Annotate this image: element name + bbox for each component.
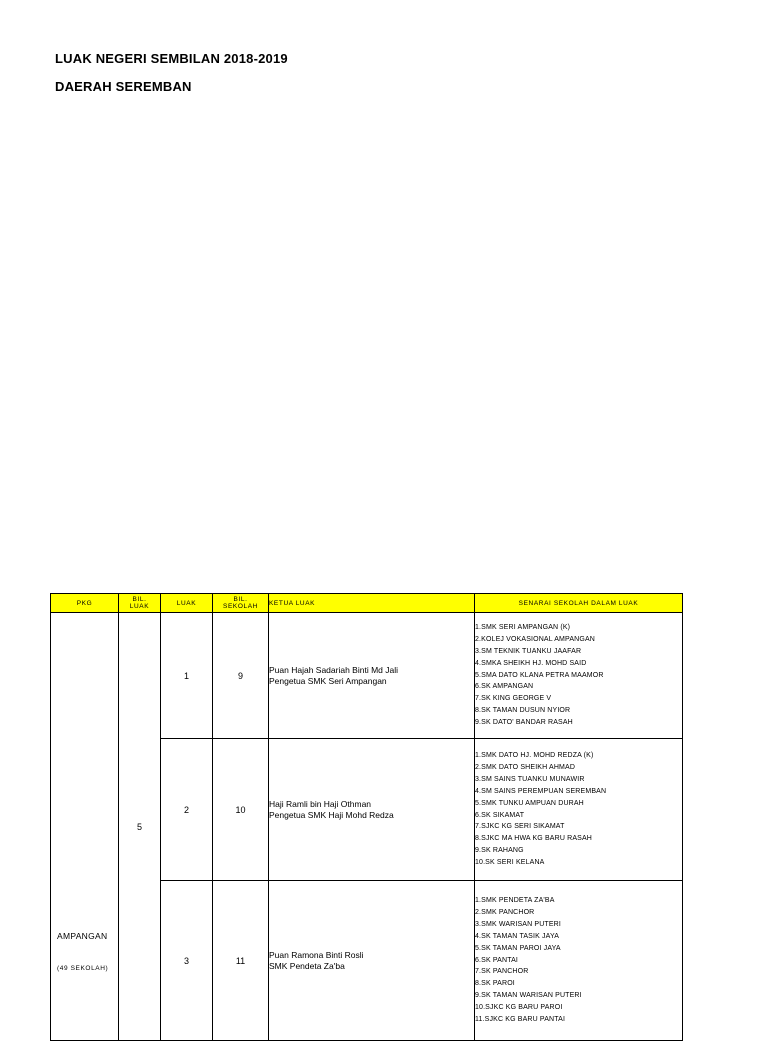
school-item: 10.SK SERI KELANA [475, 858, 545, 866]
school-item: 3.SM TEKNIK TUANKU JAAFAR [475, 647, 582, 655]
ketua-title: Pengetua SMK Seri Ampangan [269, 675, 387, 686]
school-list [475, 739, 683, 881]
school-item: 7.SK KING GEORGE V [475, 695, 552, 703]
school-item: 2.KOLEJ VOKASIONAL AMPANGAN [475, 636, 595, 644]
school-item: 11.SJKC KG BARU PANTAI [475, 1015, 566, 1023]
luak-number: 2 [161, 739, 213, 881]
bil-sekolah: 11 [213, 881, 269, 1041]
district-title: DAERAH SEREMBAN [55, 79, 192, 94]
pkg-cell [51, 613, 119, 1041]
school-item: 6.SK AMPANGAN [475, 683, 534, 691]
col-header-ketua-luak: KETUA LUAK [269, 594, 475, 613]
school-item: 1.SMK SERI AMPANGAN (K) [475, 624, 571, 632]
school-item: 6.SK SIKAMAT [475, 811, 525, 819]
pkg-name: AMPANGAN [57, 931, 108, 941]
table-header-row [51, 594, 683, 613]
school-item: 9.SK RAHANG [475, 847, 524, 855]
col-header-bil-sekolah: BIL. SEKOLAH [213, 594, 269, 613]
luak-number: 1 [161, 613, 213, 739]
pkg-school-count: (49 SEKOLAH) [57, 965, 109, 972]
ketua-name: Puan Hajah Sadariah Binti Md Jali [269, 664, 398, 675]
school-item: 8.SJKC MA HWA KG BARU RASAH [475, 835, 592, 843]
col-header-senarai-sekolah: SENARAI SEKOLAH DALAM LUAK [475, 594, 683, 613]
school-item: 1.SMK DATO HJ. MOHD REDZA (K) [475, 752, 594, 760]
ketua-name: Haji Ramli bin Haji Othman [269, 798, 372, 809]
school-item: 2.SMK PANCHOR [475, 909, 535, 917]
school-item: 8.SK PAROI [475, 980, 515, 988]
table-row [51, 613, 683, 739]
luak-table [50, 593, 683, 1041]
school-list [475, 613, 683, 739]
school-item: 2.SMK DATO SHEIKH AHMAD [475, 764, 576, 772]
school-item: 7.SJKC KG SERI SIKAMAT [475, 823, 565, 831]
ketua-luak-cell [269, 613, 475, 739]
school-list [475, 881, 683, 1041]
document-title: LUAK NEGERI SEMBILAN 2018-2019 [55, 51, 288, 66]
bil-sekolah: 9 [213, 613, 269, 739]
school-item: 6.SK PANTAI [475, 956, 519, 964]
school-item: 4.SMKA SHEIKH HJ. MOHD SAID [475, 659, 587, 667]
luak-number: 3 [161, 881, 213, 1041]
school-item: 4.SK TAMAN TASIK JAYA [475, 932, 560, 940]
col-header-bil-luak: BIL. LUAK [119, 594, 161, 613]
ketua-luak-cell [269, 881, 475, 1041]
ketua-name: Puan Ramona Binti Rosli [269, 949, 364, 960]
ketua-luak-cell [269, 739, 475, 881]
bil-sekolah: 10 [213, 739, 269, 881]
school-item: 8.SK TAMAN DUSUN NYIOR [475, 707, 571, 715]
school-item: 9.SK TAMAN WARISAN PUTERI [475, 992, 582, 1000]
school-item: 7.SK PANCHOR [475, 968, 529, 976]
school-item: 10.SJKC KG BARU PAROI [475, 1003, 563, 1011]
bil-luak-cell: 5 [119, 613, 161, 1041]
school-item: 5.SMK TUNKU AMPUAN DURAH [475, 799, 584, 807]
school-item: 5.SMA DATO KLANA PETRA MAAMOR [475, 671, 604, 679]
col-header-pkg: PKG [51, 594, 119, 613]
school-item: 3.SMK WARISAN PUTERI [475, 921, 561, 929]
school-item: 3.SM SAINS TUANKU MUNAWIR [475, 775, 585, 783]
school-item: 1.SMK PENDETA ZA'BA [475, 897, 555, 905]
school-item: 9.SK DATO' BANDAR RASAH [475, 718, 573, 726]
ketua-title: Pengetua SMK Haji Mohd Redza [269, 809, 394, 820]
school-item: 4.SM SAINS PEREMPUAN SEREMBAN [475, 787, 607, 795]
col-header-luak: LUAK [161, 594, 213, 613]
ketua-title: SMK Pendeta Za'ba [269, 960, 345, 971]
school-item: 5.SK TAMAN PAROI JAYA [475, 944, 561, 952]
